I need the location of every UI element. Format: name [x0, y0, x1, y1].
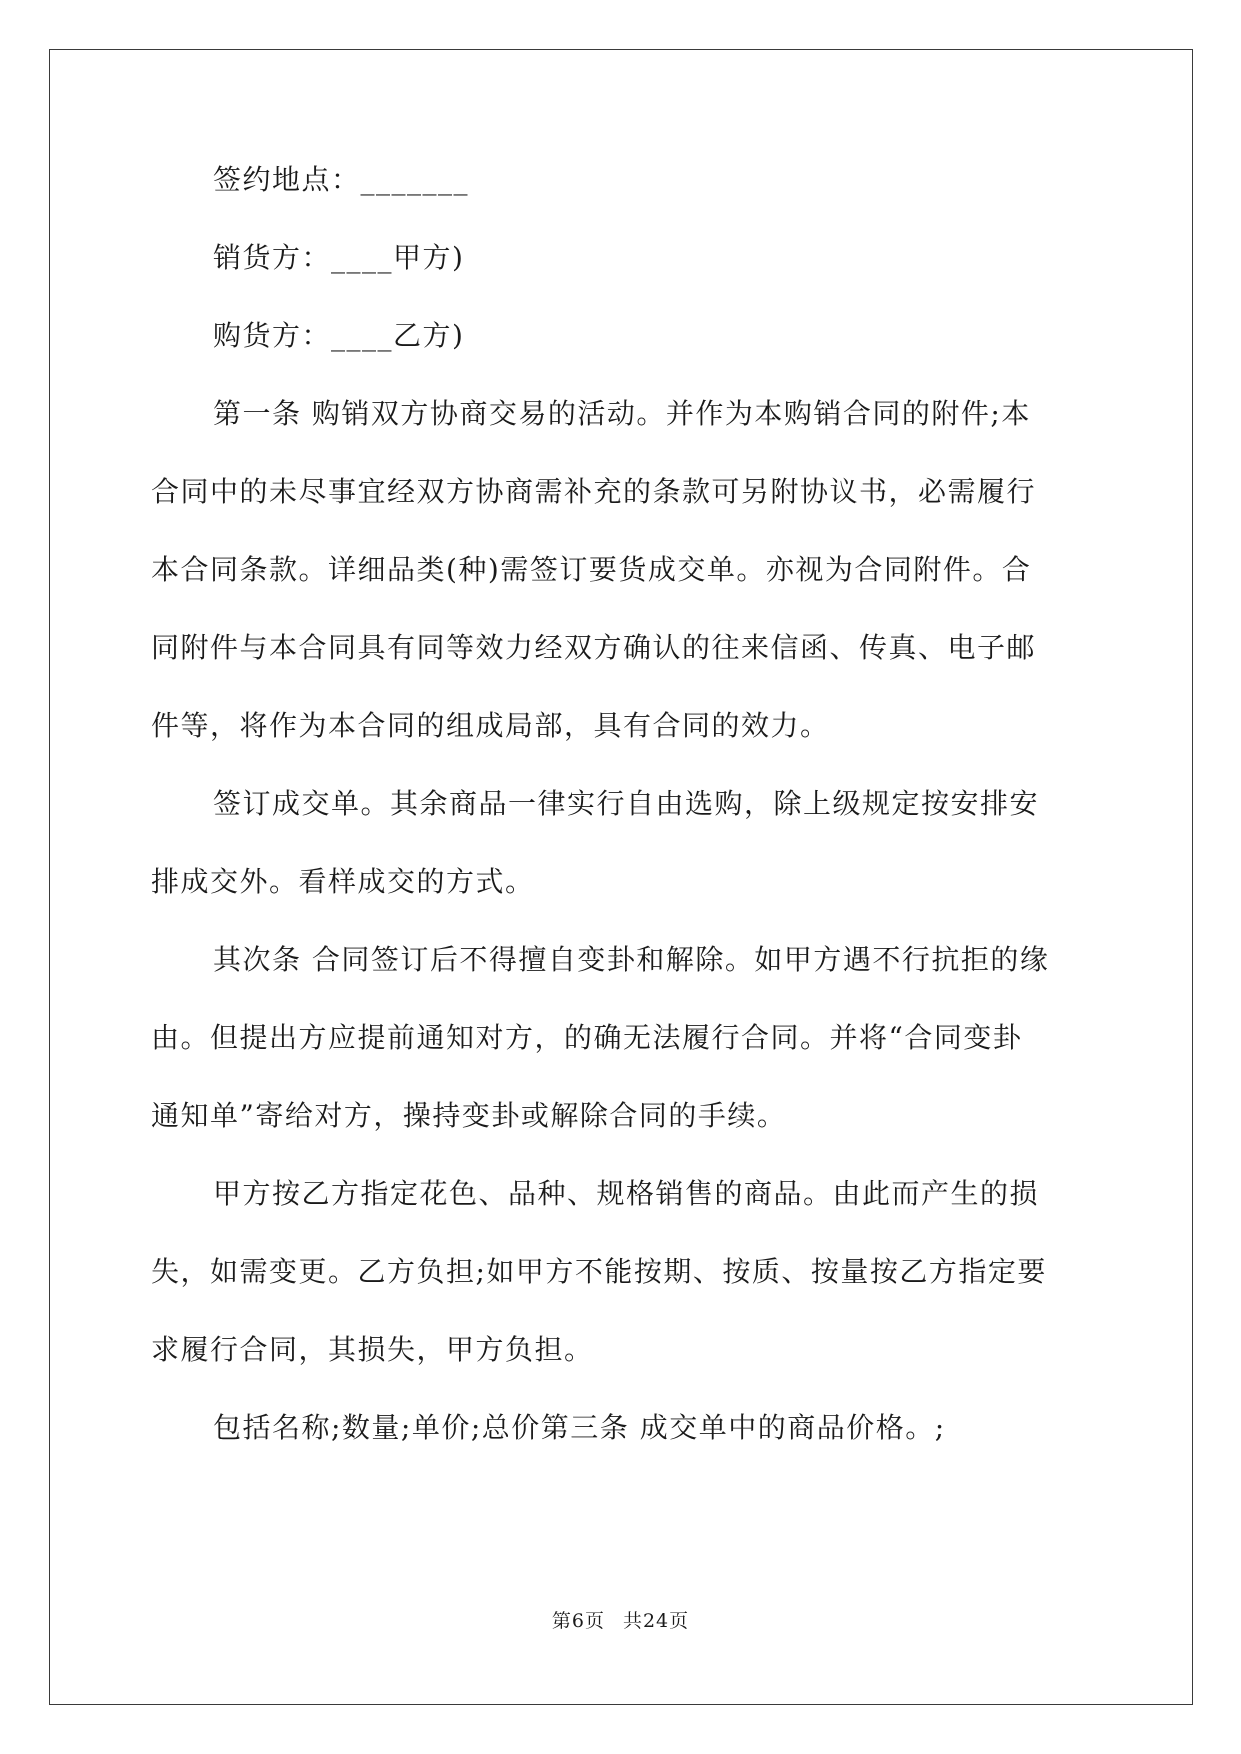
- total-pages-label: 共24页: [622, 1610, 690, 1632]
- current-page-label: 第6页: [551, 1610, 605, 1632]
- page-footer: [0, 1609, 1241, 1633]
- liability-paragraph-line-3: 求履行合同，其损失，甲方负担。: [151, 1333, 594, 1366]
- article-1-line-2: 合同中的未尽事宜经双方协商需补充的条款可另附协议书，必需履行: [151, 475, 1037, 508]
- article-2-line-3: 通知单”寄给对方，操持变卦或解除合同的手续。: [151, 1099, 787, 1132]
- liability-paragraph-line-2: 失，如需变更。乙方负担;如甲方不能按期、按质、按量按乙方指定要: [151, 1255, 1047, 1288]
- seller-line: 销货方：____甲方): [213, 241, 465, 274]
- article-2-line-2: 由。但提出方应提前通知对方，的确无法履行合同。并将“合同变卦: [151, 1021, 1023, 1054]
- order-paragraph-line-2: 排成交外。看样成交的方式。: [151, 865, 535, 898]
- article-1-line-3: 本合同条款。详细品类(种)需签订要货成交单。亦视为合同附件。合: [151, 553, 1032, 586]
- article-3-line-1: 包括名称;数量;单价;总价第三条 成交单中的商品价格。;: [213, 1411, 946, 1444]
- buyer-line: 购货方：____乙方): [213, 319, 465, 352]
- article-1-line-1: 第一条 购销双方协商交易的活动。并作为本购销合同的附件;本: [213, 397, 1031, 430]
- article-1-line-5: 件等，将作为本合同的组成局部，具有合同的效力。: [151, 709, 830, 742]
- order-paragraph-line-1: 签订成交单。其余商品一律实行自由选购，除上级规定按安排安: [213, 787, 1040, 820]
- signing-location-line: 签约地点：_______: [213, 163, 470, 196]
- liability-paragraph-line-1: 甲方按乙方指定花色、品种、规格销售的商品。由此而产生的损: [213, 1177, 1040, 1210]
- article-1-line-4: 同附件与本合同具有同等效力经双方确认的往来信函、传真、电子邮: [151, 631, 1037, 664]
- article-2-line-1: 其次条 合同签订后不得擅自变卦和解除。如甲方遇不行抗拒的缘: [213, 943, 1050, 976]
